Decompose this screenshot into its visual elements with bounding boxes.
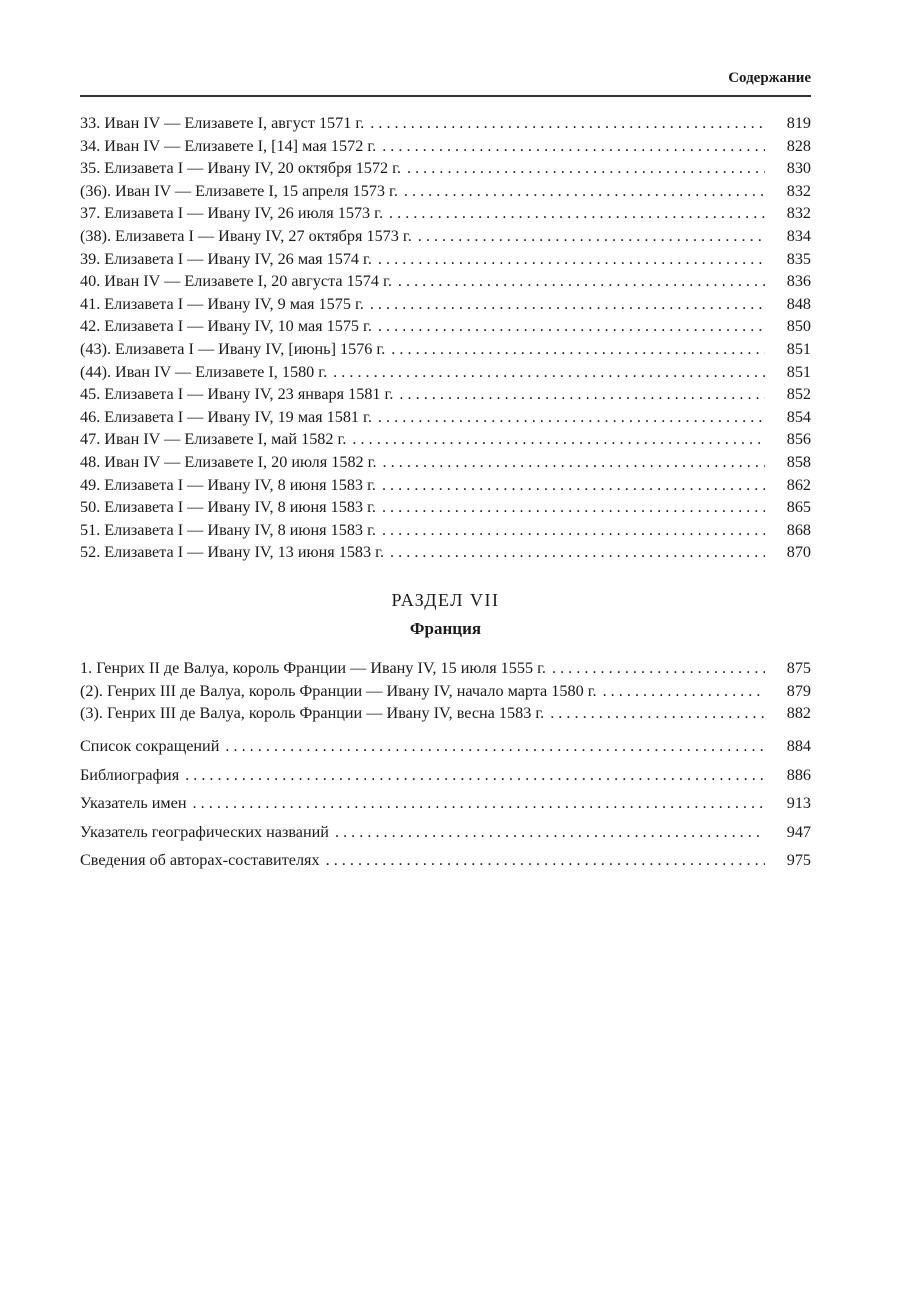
- toc-entry-page-number: 819: [786, 114, 811, 132]
- toc-entry-title: Указатель имен: [80, 794, 187, 812]
- toc-entry-title: 42. Елизавета I — Ивану IV, 10 мая 1575 г.: [80, 317, 372, 336]
- dot-leader: [404, 180, 765, 203]
- dot-leader: [378, 248, 765, 271]
- toc-entry[interactable]: [80, 338, 811, 361]
- toc-entry-title: Список сокращений: [80, 737, 220, 755]
- toc-entry-title: 49. Елизавета I — Ивану IV, 8 июня 1583 г.: [80, 475, 376, 494]
- toc-entry-page-number: 975: [786, 851, 811, 869]
- toc-entry[interactable]: [80, 474, 811, 497]
- dot-leader: [390, 541, 765, 564]
- toc-entry[interactable]: [80, 496, 811, 519]
- dot-leader: [603, 680, 765, 703]
- toc-entry-title: (3). Генрих III де Валуа, король Франции — Ивану IV, весна 1583 г.: [80, 704, 545, 723]
- dot-leader: [378, 406, 765, 429]
- toc-entry-title: 40. Иван IV — Елизавете I, 20 августа 1574 г.: [80, 272, 392, 291]
- dot-leader: [193, 789, 765, 818]
- toc-list-top: [80, 112, 811, 564]
- toc-entry[interactable]: [80, 519, 811, 542]
- section-label: РАЗДЕЛ VII: [391, 590, 500, 610]
- toc-entry-page-number: 856: [786, 430, 811, 449]
- toc-entry[interactable]: [80, 315, 811, 338]
- toc-entry-title: (38). Елизавета I — Ивану IV, 27 октября 1573 г.: [80, 226, 412, 245]
- dot-leader: [391, 338, 765, 361]
- toc-entry[interactable]: [80, 406, 811, 429]
- toc-list-france: [80, 657, 811, 725]
- toc-entry-title: Библиография: [80, 765, 180, 784]
- toc-entry[interactable]: [80, 846, 811, 875]
- toc-entry-title: 52. Елизавета I — Ивану IV, 13 июня 1583 г.: [80, 543, 385, 562]
- dot-leader: [378, 315, 765, 338]
- toc-entry-page-number: 851: [786, 339, 811, 358]
- toc-entry-page-number: 835: [786, 249, 811, 268]
- toc-entry-title: 35. Елизавета I — Ивану IV, 20 октября 1572 г.: [80, 159, 401, 178]
- toc-entry-title: (44). Иван IV — Елизавете I, 1580 г.: [80, 362, 328, 381]
- toc-entry-title: (2). Генрих III де Валуа, король Франции — Ивану IV, начало марта 1580 г.: [80, 681, 597, 700]
- toc-entry-page-number: 834: [786, 226, 811, 245]
- toc-entry-page-number: 886: [786, 765, 811, 784]
- toc-entry[interactable]: [80, 112, 811, 135]
- toc-entry[interactable]: [80, 157, 811, 180]
- toc-entry-title: 39. Елизавета I — Ивану IV, 26 мая 1574 г.: [80, 249, 372, 268]
- toc-entry-title: 50. Елизавета I — Ивану IV, 8 июня 1583 г.: [80, 498, 376, 517]
- toc-entry-page-number: 879: [786, 681, 811, 700]
- toc-entry-page-number: 865: [786, 498, 811, 517]
- dot-leader: [335, 818, 765, 847]
- toc-entry-title: (36). Иван IV — Елизавете I, 15 апреля 1573 г.: [80, 181, 398, 200]
- toc-entry-page-number: 913: [786, 794, 811, 812]
- toc-entry[interactable]: [80, 361, 811, 384]
- toc-entry-title: Указатель географических названий: [80, 822, 329, 841]
- toc-entry-page-number: 875: [786, 659, 811, 677]
- toc-entry-page-number: 828: [786, 136, 811, 155]
- toc-entry-title: 48. Иван IV — Елизавете I, 20 июля 1582 г.: [80, 452, 377, 471]
- toc-entry[interactable]: [80, 180, 811, 203]
- toc-entry-title: 45. Елизавета I — Ивану IV, 23 января 1581 г.: [80, 385, 394, 404]
- toc-entry[interactable]: [80, 680, 811, 703]
- toc-entry[interactable]: [80, 383, 811, 406]
- toc-entry-page-number: 851: [786, 362, 811, 381]
- dot-leader: [407, 157, 765, 180]
- toc-entry[interactable]: [80, 702, 811, 725]
- dot-leader: [370, 293, 765, 316]
- toc-entry-title: 33. Иван IV — Елизавете I, август 1571 г.: [80, 114, 365, 132]
- toc-entry-page-number: 832: [786, 181, 811, 200]
- toc-entry[interactable]: [80, 761, 811, 790]
- toc-entry-page-number: 882: [786, 704, 811, 723]
- toc-entry-title: 46. Елизавета I — Ивану IV, 19 мая 1581 г.: [80, 407, 372, 426]
- dot-leader: [185, 761, 765, 790]
- toc-list-back-matter: [80, 732, 811, 875]
- section-title: Франция: [409, 619, 482, 638]
- toc-entry[interactable]: [80, 135, 811, 158]
- header-rule: [80, 95, 811, 97]
- toc-entry-page-number: 848: [786, 294, 811, 313]
- toc-entry-page-number: 868: [786, 520, 811, 539]
- toc-entry-title: Сведения об авторах-составителях: [80, 851, 320, 869]
- dot-leader: [225, 732, 765, 761]
- toc-entry-page-number: 836: [786, 272, 811, 291]
- toc-entry-page-number: 832: [786, 204, 811, 223]
- dot-leader: [382, 519, 765, 542]
- toc-entry[interactable]: [80, 202, 811, 225]
- toc-entry-page-number: 862: [786, 475, 811, 494]
- toc-entry-title: (43). Елизавета I — Ивану IV, [июнь] 1576 г.: [80, 339, 386, 358]
- toc-entry-title: 41. Елизавета I — Ивану IV, 9 мая 1575 г.: [80, 294, 364, 313]
- toc-entry-page-number: 830: [786, 159, 811, 178]
- toc-entry-page-number: 854: [786, 407, 811, 426]
- toc-entry[interactable]: [80, 428, 811, 451]
- toc-entry[interactable]: [80, 732, 811, 761]
- toc-entry-title: 1. Генрих II де Валуа, король Франции — Ивану IV, 15 июля 1555 г.: [80, 659, 546, 677]
- dot-leader: [552, 657, 765, 680]
- toc-entry[interactable]: [80, 657, 811, 680]
- dot-leader: [352, 428, 765, 451]
- running-head: Содержание: [728, 70, 811, 86]
- toc-entry-title: 47. Иван IV — Елизавете I, май 1582 г.: [80, 430, 347, 449]
- dot-leader: [326, 846, 765, 875]
- toc-entry-page-number: 852: [786, 385, 811, 404]
- toc-entry[interactable]: [80, 270, 811, 293]
- toc-entry[interactable]: [80, 248, 811, 271]
- dot-leader: [382, 496, 765, 519]
- dot-leader: [550, 702, 765, 725]
- toc-entry[interactable]: [80, 541, 811, 564]
- toc-entry-page-number: 850: [786, 317, 811, 336]
- toc-entry-page-number: 858: [786, 452, 811, 471]
- toc-entry[interactable]: [80, 818, 811, 847]
- toc-entry[interactable]: [80, 451, 811, 474]
- toc-entry-title: 51. Елизавета I — Ивану IV, 8 июня 1583 г.: [80, 520, 376, 539]
- dot-leader: [382, 135, 765, 158]
- dot-leader: [418, 225, 765, 248]
- dot-leader: [399, 383, 765, 406]
- toc-entry-page-number: 947: [786, 822, 811, 841]
- toc-entry[interactable]: [80, 293, 811, 316]
- toc-entry-title: 34. Иван IV — Елизавете I, [14] мая 1572 г.: [80, 136, 377, 155]
- toc-entry-page-number: 870: [786, 543, 811, 562]
- toc-entry-title: 37. Елизавета I — Ивану IV, 26 июля 1573 г.: [80, 204, 384, 223]
- toc-entry[interactable]: [80, 225, 811, 248]
- dot-leader: [398, 270, 765, 293]
- toc-entry[interactable]: [80, 789, 811, 818]
- dot-leader: [383, 451, 765, 474]
- dot-leader: [333, 361, 765, 384]
- dot-leader: [370, 112, 765, 135]
- dot-leader: [382, 474, 765, 497]
- toc-entry-page-number: 884: [786, 737, 811, 755]
- dot-leader: [389, 202, 765, 225]
